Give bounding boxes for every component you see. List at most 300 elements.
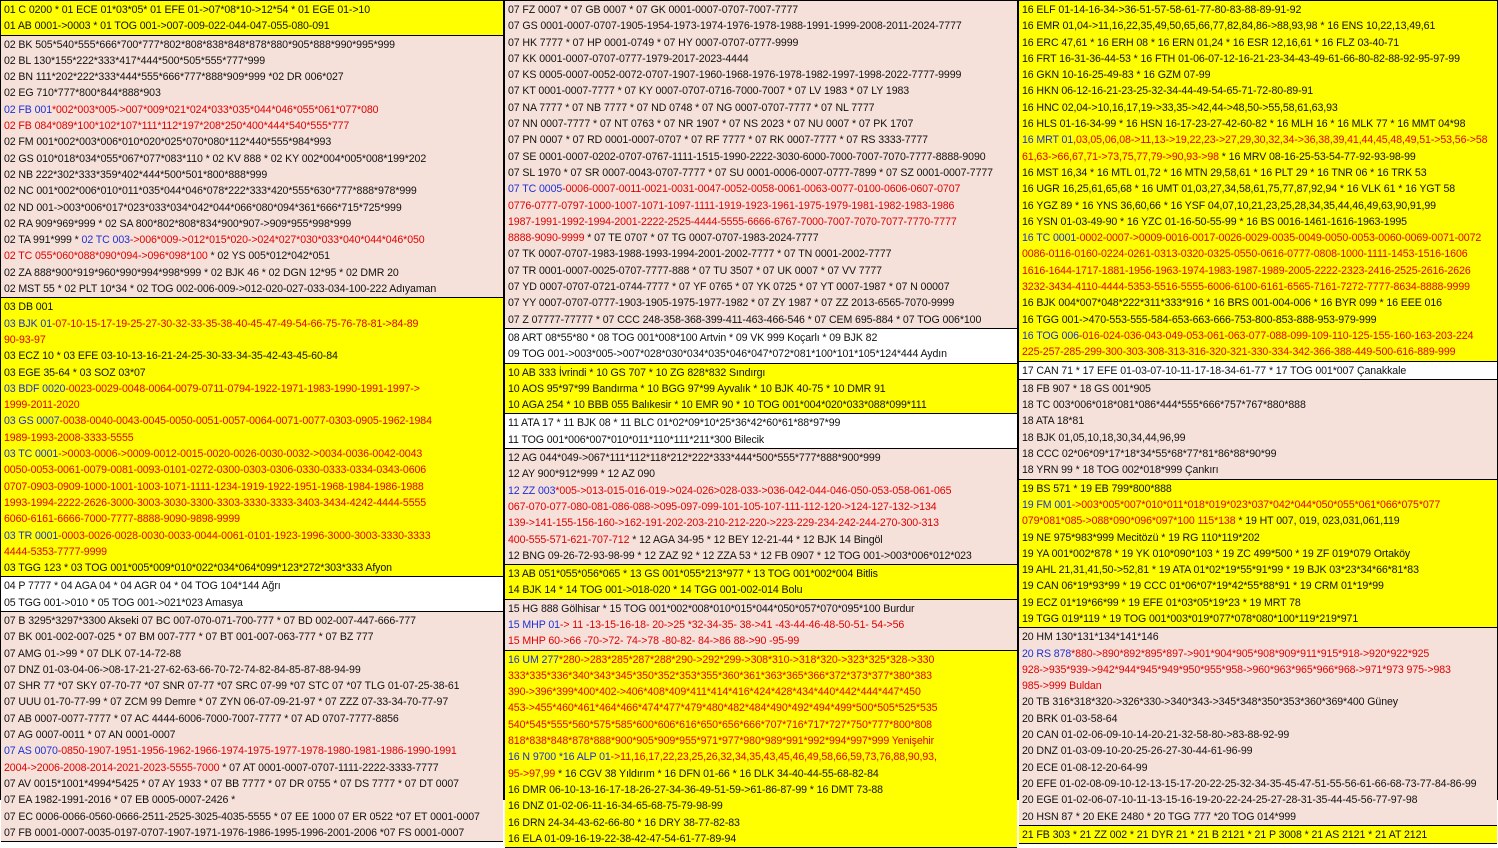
text-segment: 07 NN 0007-7777 * 07 NT 0763 * 07 NR 1907 * 07 NS 2023 * 07 NU 0007 * 07 PK 1707: [508, 118, 914, 131]
listing-line: [4, 528, 500, 544]
listing-line: [4, 151, 500, 167]
listing-line: [508, 432, 1014, 448]
listing-line: [1022, 678, 1494, 694]
listing-line: [508, 100, 1014, 116]
listing-line: [508, 515, 1014, 531]
text-segment: 16 FRT 16-31-36-44-53 * 16 FTH 01-06-07-12-16-21-23-34-43-49-61-66-80-82-88-92-95-97-99: [1022, 52, 1460, 65]
listing-line: [4, 413, 500, 429]
text-segment: 10 AGA 254 * 10 BBB 055 Balıkesir * 10 EMR 90 * 10 TOG 001*004*020*033*088*099*111: [508, 399, 927, 412]
text-segment: 07 NA 7777 * 07 NB 7777 * 07 ND 0748 * 07 NG 0007-0707-7777 * 07 NL 7777: [508, 101, 875, 114]
text-segment: 07 FB 0001-0007-0035-0197-0707-1907-1971-1976-1986-1995-1996-2001-2006 *07 FS 0001-0007: [4, 826, 465, 839]
listing-line: [4, 397, 500, 413]
listing-line: [4, 711, 500, 727]
text-segment: 11 ATA 17 * 11 BJK 08 * 11 BLC 01*02*09*10*25*36*42*60*61*88*97*99: [508, 417, 841, 430]
text-segment: 07 HK 7777 * 07 HP 0001-0749 * 07 HY 0007-0707-0777-9999: [508, 36, 799, 49]
listing-line: [4, 85, 500, 101]
listing-line: [4, 595, 500, 611]
text-segment: *280->283*285*287*288*290->292*299->308*310->318*320->323*325*328->330: [558, 653, 935, 666]
listing-line: [4, 446, 500, 462]
text-segment: 453->455*460*461*464*466*474*477*479*480*482*484*490*492*494*499*500*505*525*535: [508, 702, 938, 715]
listing-line: [4, 2, 500, 18]
listing-line: [508, 397, 1014, 413]
text-segment: 02 TC 055*060*088*090*094->096*098*100: [4, 250, 208, 263]
listing-line: [508, 766, 1014, 782]
text-segment: 02 MST 55 * 02 PLT 10*34 * 02 TOG 002-006-009->012-020-027-033-034-100-222 Adıyaman: [4, 283, 437, 296]
text-segment: 18 CCC 02*06*09*17*18*34*55*68*77*81*86*88*90*99: [1022, 448, 1277, 461]
listing-line: [1022, 792, 1494, 808]
text-segment: 15 MHP 60->66 -70->72- 74->78 -80-82- 84->86 88->90 -95-99: [508, 635, 800, 648]
listing-line: [508, 532, 1014, 548]
listing-block: [505, 565, 1017, 600]
listing-line: [1022, 198, 1494, 214]
listing-line: [4, 825, 500, 841]
listing-line: [508, 466, 1014, 482]
text-segment: 16 UM 277: [508, 653, 559, 666]
listing-line: [1022, 827, 1494, 843]
listing-line: [1022, 578, 1494, 594]
text-segment: -0850-1907-1951-1956-1962-1966-1974-1975-1977-1978-1980-1981-1986-1990-1991: [57, 745, 457, 758]
listing-line: [4, 646, 500, 662]
listing-line: [1022, 83, 1494, 99]
text-segment: 01 C 0200 * 01 ECE 01*03*05* 01 EFE 01->07*08*10->12*54 * 01 EGE 01->10: [4, 4, 371, 16]
text-segment: 16 GKN 10-16-25-49-83 * 16 GZM 07-99: [1022, 69, 1211, 82]
text-segment: * 19 HT 007, 019, 023,031,061,119: [1235, 515, 1400, 528]
text-segment: 1999-2011-2020: [4, 399, 80, 412]
text-segment: 16 TGG 001->470-553-555-584-653-663-666-753-800-853-888-953-979-999: [1022, 313, 1377, 326]
text-segment: 07 SL 1970 * 07 SR 0007-0043-0707-7777 * 07 SU 0001-0006-0007-0777-7899 * 07 SZ 0001-0007-7777: [508, 166, 993, 179]
listing-line: [4, 544, 500, 560]
listing-line: [4, 102, 500, 118]
listing-line: [508, 35, 1014, 51]
text-segment: 07 EC 0006-0066-0560-0666-2511-2525-3025-4035-5555 * 07 EE 1000 07 ER 0522 *07 ET 0001-0007: [4, 810, 480, 823]
listing-block: [1019, 1, 1497, 362]
text-segment: 12 BNG 09-26-72-93-98-99 * 12 ZAZ 92 * 12 ZZA 53 * 12 FB 0907 * 12 TOG 001->003*006*012*023: [508, 549, 972, 562]
listing-line: [1022, 100, 1494, 116]
text-segment: 8888-9090-9999: [508, 232, 585, 245]
text-segment: -07-10-15-17-19-25-27-30-32-33-35-38-40-45-47-49-54-66-75-76-78-81->84-89: [51, 317, 419, 330]
text-segment: 03 BJK 01: [4, 317, 52, 330]
listing-line: [4, 232, 500, 248]
listing-line: [508, 749, 1014, 765]
text-segment: ,03,05,06,08->11,13->19,22,23->27,29,30,32,34->36,38,39,41,44,45,48,49,51->53,56->58: [1073, 134, 1488, 147]
listing-line: [1022, 328, 1494, 344]
listing-line: [4, 511, 500, 527]
column-left: [0, 0, 504, 839]
listing-line: [4, 479, 500, 495]
listing-line: [4, 167, 500, 183]
text-segment: 818*838*848*878*888*900*905*909*955*971*977*980*989*991*992*994*997*999 Yenişehir: [508, 735, 935, 748]
text-segment: 0707-0903-0909-1000-1001-1003-1071-1111-1234-1919-1922-1951-1968-1984-1986-1988: [4, 480, 424, 493]
listing-line: [1022, 263, 1494, 279]
listing-line: [4, 18, 500, 34]
text-segment: ->11,16,17,22,23,25,26,32,34,35,43,45,46,49,58,66,59,73,76,88,90,93,: [610, 751, 937, 764]
listing-line: [1022, 629, 1494, 645]
text-segment: 19 FM 001: [1022, 498, 1072, 511]
listing-line: [1022, 363, 1494, 379]
text-segment: 928->935*939->942*944*945*949*950*955*958->960*963*965*966*968->971*973 975->983: [1022, 663, 1451, 676]
listing-line: [1022, 727, 1494, 743]
listing-line: [508, 782, 1014, 798]
text-segment: 02 FB 001: [4, 103, 52, 116]
text-segment: 139->141-155-156-160->162-191-202-203-210-212-220->223-229-234-242-244-270-300-313: [508, 517, 939, 530]
listing-line: [508, 18, 1014, 34]
text-segment: 12 AG 044*049->067*111*112*118*212*222*333*444*500*555*777*888*900*999: [508, 452, 881, 465]
listing-line: [508, 633, 1014, 649]
listing-line: [508, 365, 1014, 381]
listing-line: [4, 613, 500, 629]
text-segment: -0023-0029-0048-0064-0079-0711-0794-1922-1971-1983-1990-1991-1997->: [65, 382, 420, 395]
listing-line: [508, 312, 1014, 328]
listing-line: [1022, 149, 1494, 165]
text-segment: 16 HNC 02,04->10,16,17,19->33,35->42,44->48,50->55,58,61,63,93: [1022, 101, 1338, 114]
text-segment: 07 BK 001-002-007-025 * 07 BM 007-777 * 07 BT 001-007-063-777 * 07 BZ 777: [4, 631, 374, 644]
text-segment: 16 DRN 24-34-43-62-66-80 * 16 DRY 38-77-82-83: [508, 816, 740, 829]
listing-block: [505, 449, 1017, 565]
text-segment: 07 AG 0007-0011 * 07 AN 0001-0007: [4, 729, 176, 742]
listing-block: [505, 1, 1017, 329]
text-segment: * 07 TE 0707 * 07 TG 0007-0707-1983-2024-7777: [584, 232, 819, 245]
text-segment: 16 UGR 16,25,61,65,68 * 16 UMT 01,03,27,34,58,61,75,77,87,92,94 * 16 VLK 61 * 16 YGT 58: [1022, 183, 1456, 196]
text-segment: 18 ATA 18*81: [1022, 415, 1085, 428]
listing-block: [505, 651, 1017, 848]
listing-line: [508, 798, 1014, 814]
listing-line: [4, 727, 500, 743]
listing-line: [1022, 481, 1494, 497]
text-segment: 02 TC 003: [81, 234, 130, 247]
text-segment: 19 YA 001*002*878 * 19 YK 010*090*103 * 19 ZC 499*500 * 19 ZF 019*079 Ortaköy: [1022, 547, 1411, 560]
listing-line: [4, 316, 500, 332]
listing-line: [4, 662, 500, 678]
listing-line: [1022, 462, 1494, 478]
text-segment: 20 DNZ 01-03-09-10-20-25-26-27-30-44-61-96-99: [1022, 745, 1253, 758]
text-segment: 02 NB 222*302*333*359*402*444*500*501*800*888*999: [4, 168, 268, 181]
text-segment: 2004->2006-2008-2014-2021-2023-5555-7000: [4, 761, 220, 774]
text-segment: 07 EA 1982-1991-2016 * 07 EB 0005-0007-2426 *: [4, 794, 236, 807]
listing-line: [4, 200, 500, 216]
text-segment: 400-555-571-621-707-712: [508, 533, 630, 546]
listing-line: [4, 776, 500, 792]
text-segment: 13 AB 051*055*056*065 * 13 GS 001*055*213*977 * 13 TOG 001*002*004 Bitlis: [508, 568, 878, 581]
text-segment: 0050-0053-0061-0079-0081-0093-0101-0272-0300-0303-0306-0330-0333-0334-0343-0606: [4, 464, 427, 477]
text-segment: 1616-1644-1717-1881-1956-1963-1974-1983-1987-1989-2005-2222-2323-2416-2525-2616-2626: [1022, 264, 1471, 277]
listing-line: [508, 582, 1014, 598]
text-segment: 07 FZ 0007 * 07 GB 0007 * 07 GK 0001-0007-0707-7007-7777: [508, 4, 799, 16]
listing-line: [4, 495, 500, 511]
text-segment: 390->396*399*400*402->406*408*409*411*414*416*424*428*434*440*442*444*447*450: [508, 686, 921, 699]
listing-line: [1022, 312, 1494, 328]
listing-line: [508, 214, 1014, 230]
text-segment: 15 MHP 01: [508, 618, 560, 631]
listing-line: [1022, 446, 1494, 462]
text-segment: 07 KT 0001-0007-7777 * 07 KY 0007-0707-0716-7000-7007 * 07 LV 1983 * 07 LY 1983: [508, 85, 910, 98]
text-segment: * 07 AT 0001-0007-0707-1111-2222-3333-7777: [219, 761, 439, 774]
text-segment: 16 YSN 01-03-49-90 * 16 YZC 01-16-50-55-99 * 16 BS 0016-1461-1616-1963-1995: [1022, 215, 1407, 228]
text-segment: 03 TC 0001: [4, 448, 59, 461]
listing-line: [4, 134, 500, 150]
listing-line: [508, 279, 1014, 295]
listing-line: [1022, 809, 1494, 825]
listing-line: [1022, 51, 1494, 67]
text-segment: 16 HLS 01-16-34-99 * 16 HSN 16-17-23-27-42-60-82 * 16 MLH 16 * 16 MLK 77 * 16 MMT 04*98: [1022, 118, 1466, 131]
text-segment: * 16 CGV 38 Yıldırım * 16 DFN 01-66 * 16 DLK 34-40-44-55-68-82-84: [555, 767, 879, 780]
text-segment: 02 GS 010*018*034*055*067*077*083*110 * 02 KV 888 * 02 KY 002*004*005*008*199*202: [4, 152, 427, 165]
text-segment: 19 CAN 06*19*93*99 * 19 CCC 01*06*07*19*42*55*88*91 * 19 CRM 01*19*99: [1022, 580, 1384, 593]
text-segment: 16 ELA 01-09-16-19-22-38-42-47-54-61-77-89-94: [508, 832, 737, 845]
listing-block: [505, 364, 1017, 415]
text-segment: 02 TA 991*999 *: [4, 234, 82, 247]
text-segment: 17 CAN 71 * 17 EFE 01-03-07-10-11-17-18-34-61-77 * 17 TOG 001*007 Çanakkale: [1022, 364, 1407, 377]
listing-line: [1022, 132, 1494, 148]
text-segment: *005->013-015-016-019->024-026>028-033->036-042-044-046-050-053-058-061-065: [555, 484, 952, 497]
listing-block: [1, 298, 503, 577]
listing-line: [1022, 381, 1494, 397]
text-segment: 07 AS 0070: [4, 745, 58, 758]
listing-line: [4, 743, 500, 759]
text-segment: 02 ND 001->003*006*017*023*033*034*042*044*066*080*094*361*666*715*725*999: [4, 201, 402, 214]
text-segment: 18 TC 003*006*018*081*086*444*555*666*757*767*880*888: [1022, 399, 1306, 412]
text-segment: 03 GS 0007: [4, 415, 60, 428]
text-segment: 02 BN 111*202*222*333*444*555*666*777*888*909*999 *02 DR 006*027: [4, 71, 344, 84]
text-segment: 07 B 3295*3297*3300 Akseki 07 BC 007-070-071-700-777 * 07 BD 002-007-447-666-777: [4, 614, 416, 627]
listing-block: [1, 577, 503, 612]
listing-line: [508, 346, 1014, 362]
listing-line: [1022, 430, 1494, 446]
listing-line: [508, 198, 1014, 214]
listing-line: [1022, 776, 1494, 792]
text-segment: 16 HKN 06-12-16-21-23-25-32-34-44-49-54-65-71-72-80-89-91: [1022, 85, 1314, 98]
listing-line: [1022, 181, 1494, 197]
text-segment: ->0003-0006->0009-0012-0015-0020-0026-0030-0032->0034-0036-0042-0043: [58, 448, 423, 461]
text-segment: 19 TGG 019*119 * 19 TOG 001*003*019*077*078*080*100*119*219*971: [1022, 612, 1359, 625]
listing-line: [508, 717, 1014, 733]
listing-line: [1022, 530, 1494, 546]
text-segment: 20 BRK 01-03-58-64: [1022, 712, 1118, 725]
text-segment: 4444-5353-7777-9999: [4, 545, 107, 558]
column-right: [1018, 0, 1498, 841]
listing-line: [508, 132, 1014, 148]
listing-line: [508, 116, 1014, 132]
text-segment: 90-93-97: [4, 333, 46, 346]
text-segment: 067-070-077-080-081-086-088->095-097-099-101-105-107-111-112-120->124-127-132->134: [508, 500, 937, 513]
text-segment: 3232-3434-4110-4444-5353-5516-5555-6006-6100-6161-6565-7161-7272-7777-8634-8888-9999: [1022, 281, 1470, 294]
listing-line: [1022, 743, 1494, 759]
text-segment: 08 ART 08*55*80 * 08 TOG 001*008*100 Artvin * 09 VK 999 Koçarlı * 09 BJK 82: [508, 331, 878, 344]
listing-line: [508, 381, 1014, 397]
listing-line: [508, 246, 1014, 262]
listing-line: [1022, 562, 1494, 578]
listing-line: [4, 809, 500, 825]
text-segment: 16 MRT 01: [1022, 134, 1074, 147]
text-segment: 02 RA 909*969*999 * 02 SA 800*802*808*834*900*907->909*955*998*999: [4, 217, 352, 230]
text-segment: 14 BJK 14 * 14 TOG 001->018-020 * 14 TGG 001-002-014 Bolu: [508, 584, 803, 597]
text-segment: * 02 YS 005*012*042*051: [207, 250, 330, 263]
listing-line: [508, 700, 1014, 716]
text-segment: 03 BDF 0020: [4, 382, 66, 395]
text-segment: 07 Z 07777-77777 * 07 CCC 248-358-368-399-411-463-466-546 * 07 CEM 695-884 * 07 TOG 006*100: [508, 313, 982, 326]
text-segment: 19 ECZ 01*19*66*99 * 19 EFE 01*03*05*19*23 * 19 MRT 78: [1022, 596, 1301, 609]
text-segment: 16 BJK 004*007*048*222*311*333*916 * 16 BRS 001-004-006 * 16 BYR 099 * 16 EEE 016: [1022, 297, 1442, 310]
listing-block: [1019, 380, 1497, 480]
listing-line: [1022, 662, 1494, 678]
text-segment: 16 MST 16,34 * 16 MTL 01,72 * 16 MTN 29,58,61 * 16 PLT 29 * 16 TNR 06 * 16 TRK 53: [1022, 166, 1427, 179]
listing-line: [508, 51, 1014, 67]
listing-line: [508, 165, 1014, 181]
listing-line: [4, 792, 500, 808]
listing-block: [505, 329, 1017, 364]
listing-line: [508, 330, 1014, 346]
listing-line: [508, 499, 1014, 515]
text-segment: 10 AOS 95*97*99 Bandırma * 10 BGG 97*99 Ayvalık * 10 BJK 40-75 * 10 DMR 91: [508, 382, 886, 395]
listing-line: [4, 694, 500, 710]
listing-line: [508, 617, 1014, 633]
listing-line: [508, 230, 1014, 246]
text-segment: 03 ECZ 10 * 03 EFE 03-10-13-16-21-24-25-30-33-34-35-42-43-45-60-84: [4, 350, 338, 363]
text-segment: -0006-0007-0011-0021-0031-0047-0052-0058-0061-0063-0077-0100-0606-0607-0707: [562, 183, 961, 196]
text-segment: 20 HM 130*131*134*141*146: [1022, 631, 1159, 644]
listing-line: [1022, 230, 1494, 246]
text-segment: 20 EFE 01-02-08-09-10-12-13-15-17-20-22-25-32-34-35-45-47-51-55-56-61-66-68-73-77-84-86-99: [1022, 777, 1477, 790]
text-segment: 03 EGE 35-64 * 03 SOZ 03*07: [4, 366, 146, 379]
listing-line: [1022, 513, 1494, 529]
listing-line: [508, 415, 1014, 431]
listing-block: [505, 600, 1017, 651]
text-segment: 03 TGG 123 * 03 TOG 001*005*009*010*022*034*064*099*123*272*303*333 Afyon: [4, 562, 392, 575]
text-segment: 01 AB 0001->0003 * 01 TOG 001->007-009-022-044-047-055-080-091: [4, 20, 330, 33]
text-segment: 20 RS 878: [1022, 647, 1072, 660]
text-segment: 07 KK 0001-0007-0707-0777-1979-2017-2023-4444: [508, 52, 749, 65]
text-segment: ->003*005*007*010*011*018*019*023*037*042*044*050*055*061*066*075*077: [1071, 498, 1441, 511]
text-segment: 16 ELF 01-14-16-34->36-51-57-58-61-77-80-83-88-89-91-92: [1022, 4, 1302, 16]
listing-line: [1022, 344, 1494, 360]
text-segment: 07 UUU 01-70-77-99 * 07 ZCM 99 Demre * 07 ZYN 06-07-09-21-97 * 07 ZZZ 07-33-34-70-77-97: [4, 696, 449, 709]
listing-line: [508, 181, 1014, 197]
text-segment: 07 YY 0007-0707-0777-1903-1905-1975-1977-1982 * 07 ZY 1987 * 07 ZZ 2013-6565-7070-9999: [508, 297, 955, 310]
listing-line: [508, 483, 1014, 499]
listing-block: [1, 36, 503, 299]
text-segment: 16 EMR 01,04->11,16,22,35,49,50,65,66,77,82,84,86->88,93,98 * 16 ENS 10,22,13,49,61: [1022, 20, 1436, 33]
listing-block: [1019, 826, 1497, 844]
column-middle: [504, 0, 1018, 845]
listing-line: [1022, 246, 1494, 262]
listing-line: [4, 365, 500, 381]
listing-line: [1022, 35, 1494, 51]
text-segment: 540*545*555*560*575*585*600*606*616*650*656*666*707*716*717*727*750*777*800*808: [508, 718, 932, 731]
listing-line: [508, 684, 1014, 700]
text-segment: 18 YRN 99 * 18 TOG 002*018*999 Çankırı: [1022, 464, 1219, 477]
text-segment: 1987-1991-1992-1994-2001-2222-2525-4444-5555-6666-6767-7000-7007-7070-7077-7770-7777: [508, 215, 957, 228]
text-segment: 07 TR 0001-0007-0025-0707-7777-888 * 07 TU 3507 * 07 UK 0007 * 07 VV 7777: [508, 264, 882, 277]
text-segment: 07 DNZ 01-03-04-06->08-17-21-27-62-63-66-70-72-74-82-84-85-87-88-94-99: [4, 663, 361, 676]
listing-line: [1022, 595, 1494, 611]
listing-line: [4, 678, 500, 694]
text-segment: 61,63->66,67,71->73,75,77,79->90,93->98: [1022, 150, 1219, 163]
listing-block: [1019, 628, 1497, 826]
listing-block: [1019, 480, 1497, 629]
listing-line: [4, 216, 500, 232]
text-segment: 16 N 9700: [508, 751, 556, 764]
text-segment: 03 TR 0001: [4, 529, 59, 542]
listing-line: [1022, 711, 1494, 727]
listing-line: [1022, 760, 1494, 776]
listing-line: [1022, 165, 1494, 181]
listing-line: [508, 83, 1014, 99]
listing-line: [508, 149, 1014, 165]
text-segment: 6060-6161-6666-7000-7777-8888-9090-9898-9999: [4, 513, 240, 526]
text-segment: 16 DMR 06-10-13-16-17-18-26-27-34-36-49-51-59->61-86-87-99 * 16 DMT 73-88: [508, 783, 883, 796]
text-segment: 07 TC 0005: [508, 183, 563, 196]
text-segment: 07 YD 0007-0707-0721-0744-7777 * 07 YF 0765 * 07 YK 0725 * 07 YT 0007-1987 * 07 N 00007: [508, 281, 950, 294]
listing-line: [508, 263, 1014, 279]
text-segment: 07 SHR 77 *07 SKY 07-70-77 *07 SNR 07-77 *07 SRC 07-99 *07 STC 07 *07 TLG 01-07-25-38-61: [4, 680, 460, 693]
text-segment: 04 P 7777 * 04 AGA 04 * 04 AGR 04 * 04 TOG 104*144 Ağrı: [4, 580, 281, 593]
text-segment: 05 TGG 001->010 * 05 TOG 001->021*023 Amasya: [4, 596, 243, 609]
listing-line: [508, 295, 1014, 311]
text-segment: 07 AMG 01->99 * 07 DLK 07-14-72-88: [4, 647, 182, 660]
text-segment: 16 ERC 47,61 * 16 ERH 08 * 16 ERN 01,24 * 16 ESR 12,16,61 * 16 FLZ 03-40-71: [1022, 36, 1400, 49]
text-segment: 12 ZZ 003: [508, 484, 556, 497]
listing-line: [1022, 694, 1494, 710]
listing-line: [508, 2, 1014, 18]
text-segment: *16 ALP 01: [556, 751, 611, 764]
listing-line: [1022, 2, 1494, 18]
text-segment: 20 TB 316*318*320->326*330->340*343->345*348*350*353*360*369*400 Güney: [1022, 696, 1398, 709]
text-segment: 02 BK 505*540*555*666*700*777*802*808*838*848*878*880*905*888*990*995*999: [4, 38, 395, 51]
listing-line: [1022, 611, 1494, 627]
text-segment: 11 TOG 001*006*007*010*011*110*111*211*300 Bilecik: [508, 433, 765, 446]
listing-line: [4, 578, 500, 594]
listing-line: [1022, 116, 1494, 132]
listing-line: [4, 332, 500, 348]
text-segment: 225-257-285-299-300-303-308-313-316-320-321-330-334-342-366-388-449-500-616-889-999: [1022, 346, 1456, 359]
listing-block: [505, 414, 1017, 449]
listing-line: [1022, 646, 1494, 662]
text-segment: 12 AY 900*912*999 * 12 AZ 090: [508, 468, 655, 481]
text-segment: 07 SE 0001-0007-0202-0707-0767-1111-1515-1990-2222-3030-6000-7000-7007-7070-7777-8888-9090: [508, 150, 986, 163]
listing-line: [4, 560, 500, 576]
text-segment: 985->999 Buldan: [1022, 680, 1102, 693]
listing-block: [1019, 362, 1497, 380]
text-segment: 02 FM 001*002*003*006*010*020*025*070*080*112*440*555*984*993: [4, 136, 332, 149]
text-segment: -0002-0007->0009-0016-0017-0026-0029-0035-0049-0050-0053-0060-0069-0071-0072: [1076, 232, 1482, 245]
text-segment: 1989-1993-2008-3333-5555: [4, 431, 134, 444]
text-segment: 02 ZA 888*900*919*960*990*994*998*999 * 02 BJK 46 * 02 DGN 12*95 * 02 DMR 20: [4, 266, 399, 279]
listing-line: [4, 248, 500, 264]
text-segment: 15 HG 888 Gölhisar * 15 TOG 001*002*008*010*015*044*050*057*070*095*100 Burdur: [508, 602, 915, 615]
text-segment: 03 DB 001: [4, 301, 54, 314]
text-segment: 02 EG 710*777*800*844*888*903: [4, 87, 161, 100]
listing-line: [1022, 397, 1494, 413]
text-segment: 1993-1994-2222-2626-3000-3003-3030-3300-3303-3330-3333-3403-3434-4242-4444-5555: [4, 496, 427, 509]
text-segment: -0038-0040-0043-0045-0050-0051-0057-0064-0071-0077-0303-0905-1962-1984: [59, 415, 432, 428]
listing-line: [508, 601, 1014, 617]
listing-line: [4, 629, 500, 645]
listing-line: [4, 760, 500, 776]
text-segment: 19 NE 975*983*999 Mecitözü * 19 RG 110*119*202: [1022, 531, 1260, 544]
text-segment: 19 AHL 21,31,41,50->52,81 * 19 ATA 01*02*19*55*91*99 * 19 BJK 03*23*34*66*81*83: [1022, 564, 1419, 577]
listing-line: [4, 299, 500, 315]
listing-line: [4, 53, 500, 69]
text-segment: 16 YGZ 89 * 16 YNS 36,60,66 * 16 YSF 04,07,10,21,23,25,28,34,35,44,46,49,63,90,91,99: [1022, 199, 1436, 212]
text-segment: 20 EGE 01-02-06-07-10-11-13-15-16-19-20-22-24-25-27-28-31-35-44-45-56-77-97-98: [1022, 794, 1418, 807]
text-segment: 20 HSN 87 * 20 EKE 2480 * 20 TGG 777 *20 TOG 014*999: [1022, 810, 1296, 823]
listing-line: [4, 69, 500, 85]
text-segment: 18 FB 907 * 18 GS 001*905: [1022, 382, 1151, 395]
text-segment: 07 KS 0005-0007-0052-0072-0707-1907-1960-1968-1976-1978-1982-1997-1998-2022-7777-9999: [508, 69, 962, 82]
text-segment: 079*081*085->088*090*096*097*100 115*138: [1022, 515, 1236, 528]
text-segment: 02 NC 001*002*006*010*011*035*044*046*078*222*333*420*555*630*777*888*978*999: [4, 185, 417, 198]
listing-line: [1022, 67, 1494, 83]
text-segment: 333*335*336*340*343*345*350*352*353*355*360*361*363*365*366*372*373*377*380*383: [508, 669, 932, 682]
